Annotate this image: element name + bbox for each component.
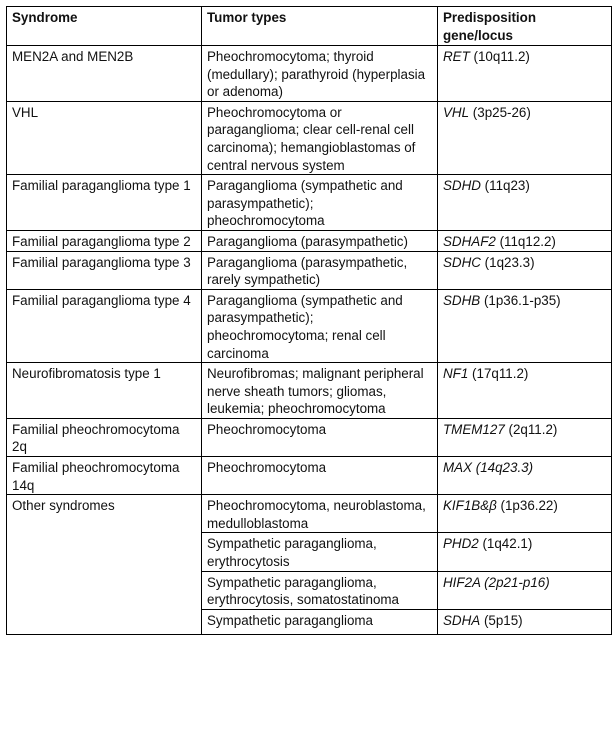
gene-name: KIF1B&β [443, 498, 497, 514]
gene-name: SDHC [443, 254, 481, 270]
gene-name: SDHB [443, 292, 481, 308]
locus: (11q23) [480, 178, 530, 194]
syndrome-cell: Familial paraganglioma type 2 [7, 230, 202, 251]
gene-locus-cell [438, 101, 612, 174]
header-syndrome: Syndrome [7, 7, 202, 46]
gene-locus-cell [438, 289, 612, 362]
table-row [7, 289, 612, 362]
locus: (1q42.1) [478, 536, 533, 552]
syndrome-cell: Familial paraganglioma type 4 [7, 289, 202, 362]
tumor-types-cell: Paraganglioma (parasympathetic) [202, 230, 438, 251]
table-row [7, 457, 612, 495]
header-tumor-types: Tumor types [202, 7, 438, 46]
table-row [7, 175, 612, 231]
gene-name: VHL [443, 104, 470, 120]
tumor-types-cell: Pheochromocytoma, neuroblastoma, medulloblastoma [202, 495, 438, 533]
gene-name: SDHD [443, 178, 481, 194]
gene-locus-cell [438, 46, 612, 102]
table-row [7, 418, 612, 456]
table-row [7, 230, 612, 251]
gene-locus-cell [438, 571, 612, 609]
table-row [7, 363, 612, 419]
locus: (2q11.2) [504, 421, 558, 437]
gene-name: SDHAF2 [443, 233, 496, 249]
syndrome-cell: Other syndromes [7, 495, 202, 635]
table-row [7, 495, 612, 533]
table-row [7, 46, 612, 102]
locus: (2p21-p16) [480, 574, 550, 590]
syndrome-cell: MEN2A and MEN2B [7, 46, 202, 102]
header-gene-locus: Predisposition gene/locus [438, 7, 612, 46]
tumor-types-cell: Pheochromocytoma [202, 418, 438, 456]
tumor-types-cell: Sympathetic paraganglioma [202, 609, 438, 634]
tumor-types-cell: Pheochromocytoma; thyroid (medullary); parathyroid (hyperplasia or adenoma) [202, 46, 438, 102]
gene-locus-cell [438, 363, 612, 419]
gene-locus-cell [438, 175, 612, 231]
syndrome-cell: Familial paraganglioma type 1 [7, 175, 202, 231]
tumor-types-cell: Paraganglioma (sympathetic and parasympathetic); pheochromocytoma [202, 175, 438, 231]
tumor-types-cell: Pheochromocytoma [202, 457, 438, 495]
tumor-types-cell: Sympathetic paraganglioma, erythrocytosis [202, 533, 438, 571]
tumor-types-cell: Pheochromocytoma or paraganglioma; clear cell-renal cell carcinoma); hemangioblastomas of central nervous system [202, 101, 438, 174]
gene-locus-cell [438, 457, 612, 495]
gene-locus-cell [438, 495, 612, 533]
locus: (1p36.22) [496, 498, 558, 514]
gene-name: RET [443, 49, 470, 64]
table-row [7, 251, 612, 289]
header-row [7, 7, 612, 46]
gene-locus-cell [438, 609, 612, 634]
tumor-types-cell: Paraganglioma (parasympathetic, rarely sympathetic) [202, 251, 438, 289]
gene-name: PHD2 [443, 536, 479, 552]
predisposition-table [6, 6, 612, 635]
table-row [7, 101, 612, 174]
locus: (17q11.2) [468, 366, 529, 382]
locus: (11q12.2) [495, 233, 556, 249]
gene-locus-cell [438, 418, 612, 456]
locus: (3p25-26) [469, 104, 531, 120]
syndrome-cell: Neurofibromatosis type 1 [7, 363, 202, 419]
syndrome-cell: Familial pheochromocytoma 2q [7, 418, 202, 456]
gene-name: SDHA [443, 612, 481, 628]
tumor-types-cell: Neurofibromas; malignant peripheral nerve sheath tumors; gliomas, leukemia; pheochromocytoma [202, 363, 438, 419]
locus: (1p36.1-p35) [480, 292, 561, 308]
syndrome-cell: VHL [7, 101, 202, 174]
gene-name: MAX [443, 460, 473, 476]
locus: (5p15) [480, 612, 523, 628]
syndrome-cell: Familial pheochromocytoma 14q [7, 457, 202, 495]
gene-locus-cell [438, 533, 612, 571]
gene-name: NF1 [443, 366, 469, 382]
gene-name: TMEM127 [443, 421, 505, 437]
syndrome-cell: Familial paraganglioma type 3 [7, 251, 202, 289]
tumor-types-cell: Paraganglioma (sympathetic and parasympathetic); pheochromocytoma; renal cell carcinoma [202, 289, 438, 362]
gene-locus-cell [438, 251, 612, 289]
locus: (1q23.3) [480, 254, 535, 270]
locus: (10q11.2) [469, 49, 530, 64]
gene-name: HIF2A [443, 574, 481, 590]
tumor-types-cell: Sympathetic paraganglioma, erythrocytosis, somatostatinoma [202, 571, 438, 609]
gene-locus-cell [438, 230, 612, 251]
locus: (14q23.3) [472, 460, 534, 476]
